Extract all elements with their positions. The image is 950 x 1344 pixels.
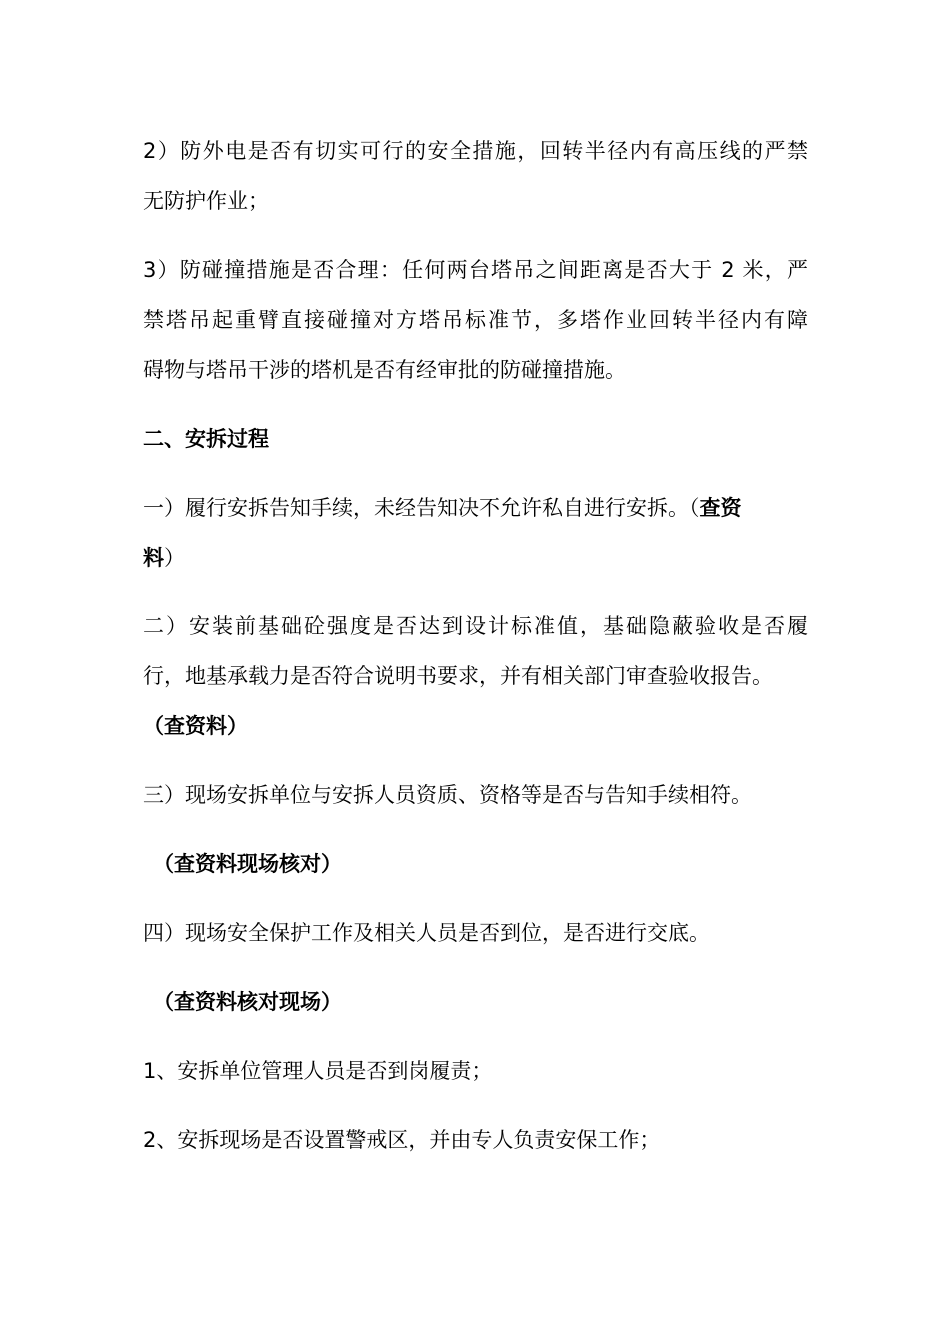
item-2-line-1: 2）防外电是否有切实可行的安全措施，回转半径内有高压线的严禁 xyxy=(143,139,808,163)
sec2-item-4-note: （查资料核对现场） xyxy=(153,990,342,1014)
sec2-item-2-line-1: 二）安装前基础砼强度是否达到设计标准值，基础隐蔽验收是否履 xyxy=(143,614,808,638)
item-3-line-2: 禁塔吊起重臂直接碰撞对方塔吊标准节，多塔作业回转半径内有障 xyxy=(143,308,808,332)
sub-item-2: 2、安拆现场是否设置警戒区，并由专人负责安保工作； xyxy=(143,1128,661,1152)
sec2-item-1-bold-a: 查资 xyxy=(699,496,742,520)
item-3-line-3: 碍物与塔吊干涉的塔机是否有经审批的防碰撞措施。 xyxy=(143,358,626,382)
sec2-item-3-line-1: 三）现场安拆单位与安拆人员资质、资格等是否与告知手续相符。 xyxy=(143,783,752,807)
sec2-item-1-line-2 xyxy=(143,543,808,573)
sec2-item-2-line-2: 行，地基承载力是否符合说明书要求，并有相关部门审查验收报告。 xyxy=(143,664,773,688)
sec2-item-3-note: （查资料现场核对） xyxy=(153,852,342,876)
sec2-item-4-line-1: 四）现场安全保护工作及相关人员是否到位，是否进行交底。 xyxy=(143,921,710,945)
sec2-item-1-line-1 xyxy=(143,493,808,523)
sec2-item-1-close: ） xyxy=(164,546,185,570)
sec2-item-1-text: 一）履行安拆告知手续，未经告知决不允许私自进行安拆。（ xyxy=(143,496,700,520)
sec2-item-2-note: （查资料） xyxy=(143,714,248,738)
sub-item-1: 1、安拆单位管理人员是否到岗履责； xyxy=(143,1059,493,1083)
sec2-item-1-bold-b: 料 xyxy=(143,546,164,570)
item-3-line-1: 3）防碰撞措施是否合理：任何两台塔吊之间距离是否大于 2 米，严 xyxy=(143,258,808,282)
section-heading: 二、安拆过程 xyxy=(143,427,269,451)
item-2-line-2: 无防护作业； xyxy=(143,189,269,213)
